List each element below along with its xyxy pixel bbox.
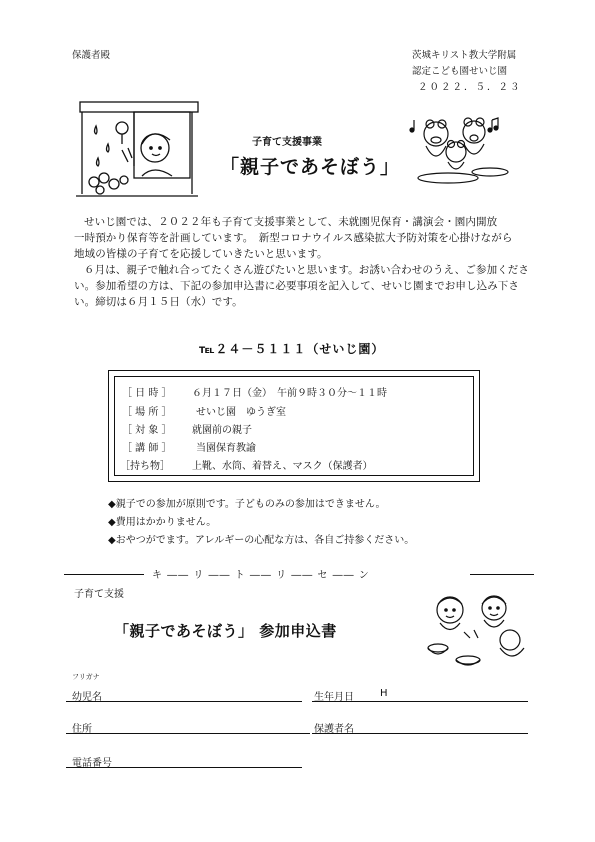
intro-line: せいじ園では、２０２２年も子育て支援事業として、未就園児保育・講演会・園内開放 <box>84 216 498 228</box>
birthdate-field[interactable] <box>312 701 528 702</box>
window-child-illustration <box>72 96 202 206</box>
address-label: 住所 <box>72 724 92 735</box>
note-item: ◆親子での参加が原則です。子どものみの参加はできません。 <box>108 499 386 510</box>
birthdate-label: 生年月日 <box>314 692 354 703</box>
children-illustration <box>424 590 536 672</box>
detail-value: せいじ園 ゆうぎ室 <box>196 407 286 418</box>
cut-line-text: キ ―― リ ―― ト ―― リ ―― セ ―― ン <box>152 570 370 581</box>
notes <box>108 496 414 550</box>
child-name-label: 幼児名 <box>72 692 102 703</box>
recipient: 保護者殿 <box>72 50 111 61</box>
intro-paragraph <box>74 214 534 310</box>
detail-value: 就園前の親子 <box>192 425 252 436</box>
intro-line: ６月は、親子で触れ合ってたくさん遊びたいと思います。お誘い合わせのうえ、ご参加くださ <box>84 264 529 276</box>
detail-label: ［ 場 所 ］ <box>122 407 172 418</box>
child-name-field[interactable] <box>66 701 302 702</box>
detail-label: ［ 講 師 ］ <box>122 443 172 454</box>
detail-label: ［持ち物］ <box>120 461 170 472</box>
guardian-field[interactable] <box>312 733 528 734</box>
date: ２０２２．５．２３ <box>418 82 522 93</box>
note-item: ◆おやつがでます。アレルギーの心配な方は、各自ご持参ください。 <box>108 535 415 546</box>
intro-line: 地域の皆様の子育てを応援していきたいと思います。 <box>74 248 328 260</box>
guardian-label: 保護者名 <box>314 724 354 735</box>
detail-label: ［ 日 時 ］ <box>122 388 172 399</box>
address-field[interactable] <box>66 733 310 734</box>
org-line1: 茨城キリスト教大学附属 <box>412 50 517 61</box>
intro-line: い。締切は６月１５日（水）です。 <box>74 296 243 308</box>
note-item: ◆費用はかかりません。 <box>108 517 217 528</box>
detail-value: 上靴、水筒、着替え、マスク（保護者） <box>192 461 373 472</box>
cut-line-left <box>64 574 144 575</box>
detail-value: ６月１７日（金） 午前９時３０分～１１時 <box>192 388 387 399</box>
intro-line: い。参加希望の方は、下記の参加申込書に必要事項を記入して、せいじ園までお申し込み下さ <box>74 280 519 292</box>
detail-value: 当園保育教諭 <box>196 443 256 454</box>
phone-label: 電話番号 <box>72 758 112 769</box>
intro-line: 一時預かり保育等を計画しています。 新型コロナウイルス感染拡大予防対策を心掛けながら <box>74 232 513 244</box>
flyer-title: 「親子であそぼう」 <box>220 156 401 178</box>
form-title: 「親子であそぼう」 参加申込書 <box>114 622 337 640</box>
org-line2: 認定こども園せいじ園 <box>412 66 508 77</box>
form-subtitle: 子育て支援 <box>74 589 124 600</box>
cut-line-right <box>470 574 534 575</box>
phone-field[interactable] <box>66 767 302 768</box>
furigana-label: フリガナ <box>72 673 100 681</box>
detail-label: ［ 対 象 ］ <box>122 425 172 436</box>
era-label: H <box>380 688 388 699</box>
flyer-subtitle: 子育て支援事業 <box>252 137 322 148</box>
frogs-illustration <box>408 110 516 190</box>
telephone: ℡２４－５１１１（せいじ園） <box>199 342 385 356</box>
